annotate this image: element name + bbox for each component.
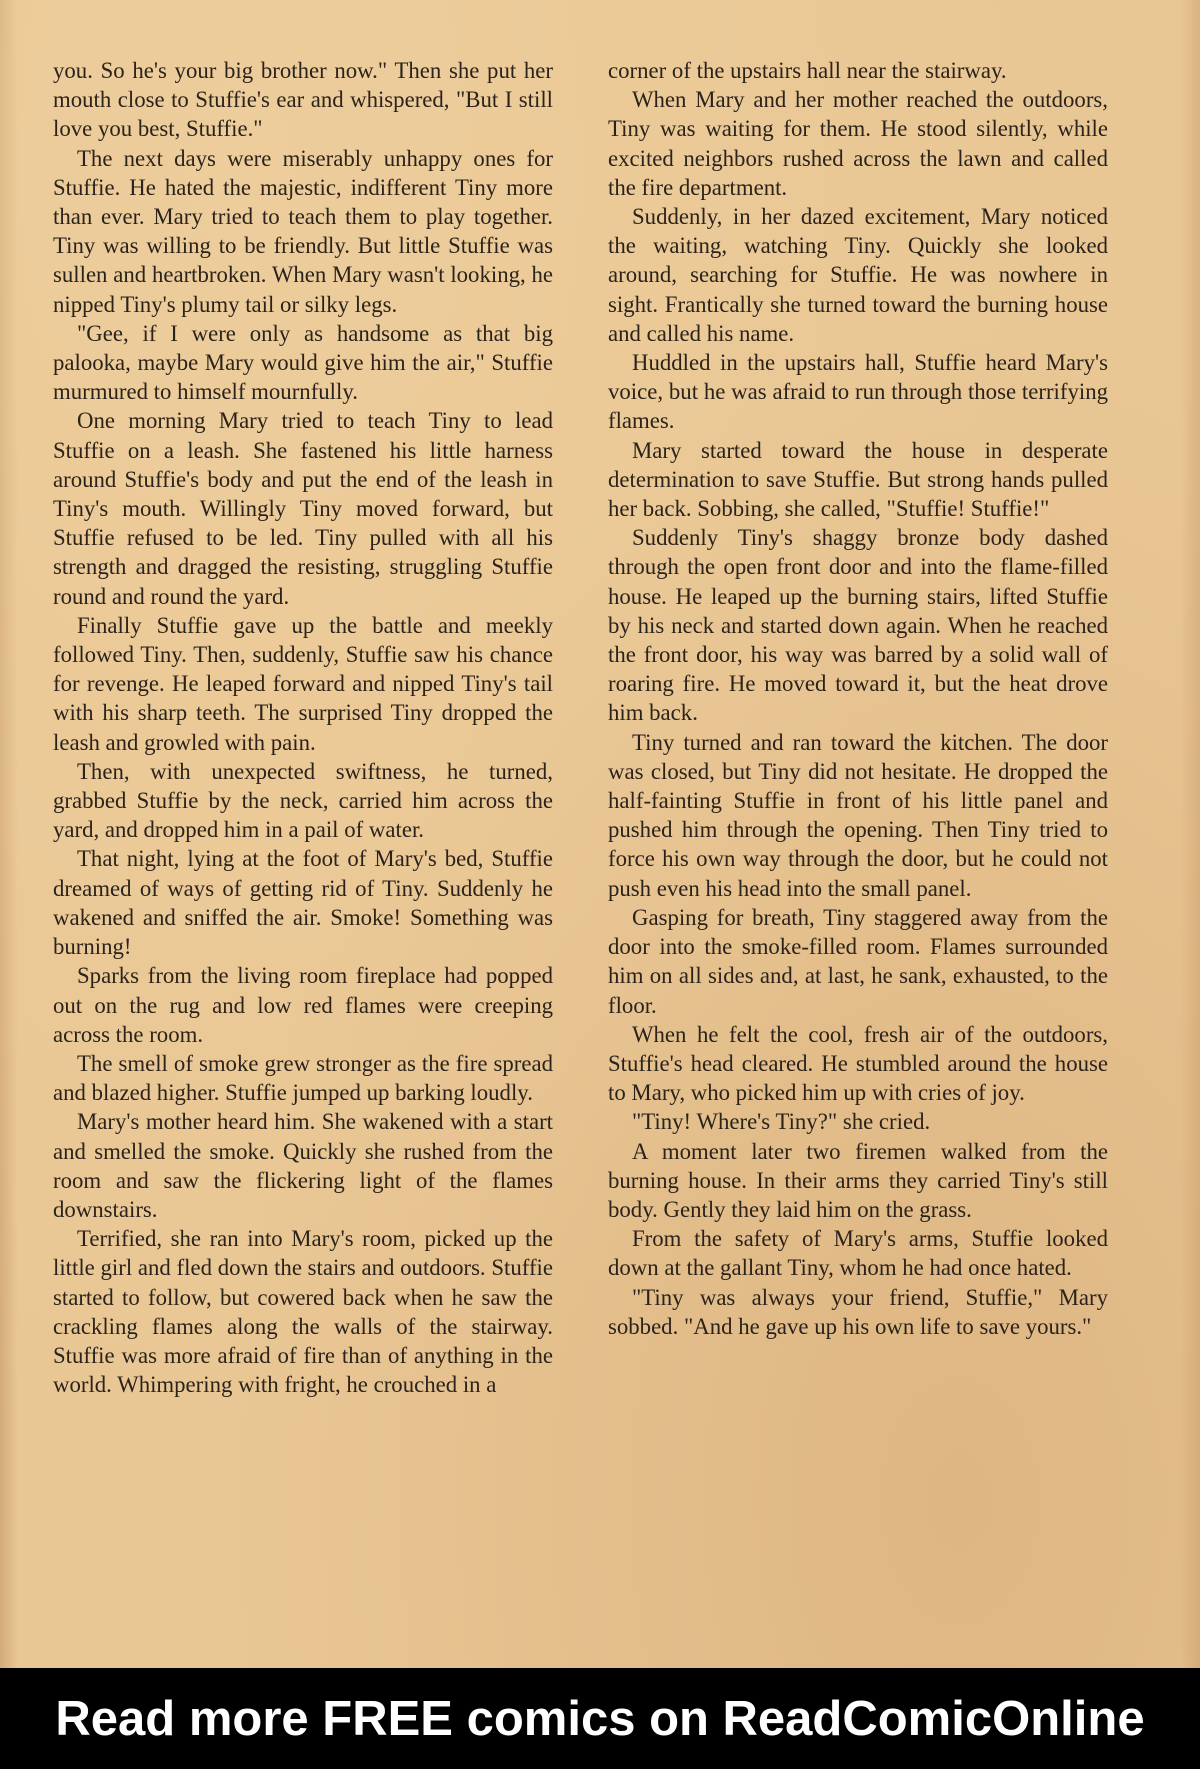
paragraph: Suddenly Tiny's shaggy bronze body dashed through the open front door and into the flame-filled house. He leaped up the burning stairs, lifted Stuffie by his neck and started down again. When he reached the front door, his way was barred by a solid wall of roaring fire. He moved toward it, but the heat drove him back. — [608, 525, 1108, 726]
paragraph: When Mary and her mother reached the outdoors, Tiny was waiting for them. He stood silently, while excited neighbors rushed across the lawn and called the fire department. — [608, 87, 1108, 200]
left-text-column — [53, 56, 553, 1399]
paragraph: "Gee, if I were only as handsome as that big palooka, maybe Mary would give him the air," Stuffie murmured to himself mournfully. — [53, 320, 553, 405]
paragraph: A moment later two firemen walked from the burning house. In their arms they carried Tiny's still body. Gently they laid him on the grass. — [608, 1138, 1108, 1222]
paragraph: you. So he's your big brother now." Then she put her mouth close to Stuffie's ear and whispered, "But I still love you best, Stuffie." — [53, 58, 553, 142]
paragraph: That night, lying at the foot of Mary's bed, Stuffie dreamed of ways of getting rid of Tiny. Suddenly he wakened and sniffed the air. Smoke! Something was burning! — [53, 846, 553, 960]
paragraph: Mary started toward the house in desperate determination to save Stuffie. But strong hands pulled her back. Sobbing, she called, "Stuffie! Stuffie!" — [608, 437, 1108, 522]
paragraph: Terrified, she ran into Mary's room, picked up the little girl and fled down the stairs and outdoors. Stuffie started to follow, but cowered back when he saw the crackling flames along the walls of the stairway. Stuffie was more afraid of fire than of anything in the world. Whimpering with fright, he crouched in a — [53, 1226, 553, 1398]
paragraph: corner of the upstairs hall near the stairway. — [608, 58, 1007, 83]
promo-banner[interactable] — [0, 1668, 1200, 1769]
paragraph: Huddled in the upstairs hall, Stuffie heard Mary's voice, but he was afraid to run through those terrifying flames. — [608, 350, 1108, 434]
paragraph: The next days were miserably unhappy ones for Stuffie. He hated the majestic, indifferent Tiny more than ever. Mary tried to teach them to play together. Tiny was willing to be friendly. But little Stuffie was sullen and heartbroken. When Mary wasn't looking, he nipped Tiny's plumy tail or silky legs. — [53, 145, 553, 317]
paragraph: "Tiny was always your friend, Stuffie," Mary sobbed. "And he gave up his own life to save yours." — [608, 1284, 1108, 1339]
paragraph: Tiny turned and ran toward the kitchen. The door was closed, but Tiny did not hesitate. He dropped the half-fainting Stuffie in front of his little panel and pushed him through the opening. Then Tiny tried to force his own way through the door, but he could not push even his head into the small panel. — [608, 729, 1108, 901]
paragraph: Suddenly, in her dazed excitement, Mary noticed the waiting, watching Tiny. Quickly she looked around, searching for Stuffie. He was nowhere in sight. Frantically she turned toward the burning house and called his name. — [608, 204, 1108, 346]
paragraph: One morning Mary tried to teach Tiny to lead Stuffie on a leash. She fastened his little harness around Stuffie's body and put the end of the leash in Tiny's mouth. Willingly Tiny moved forward, but Stuffie refused to be led. Tiny pulled with all his strength and dragged the resisting, struggling Stuffie round and round the yard. — [53, 408, 553, 609]
paragraph: Then, with unexpected swiftness, he turned, grabbed Stuffie by the neck, carried him across the yard, and dropped him in a pail of water. — [53, 758, 553, 843]
paragraph: "Tiny! Where's Tiny?" she cried. — [632, 1109, 931, 1135]
paragraph: Gasping for breath, Tiny staggered away from the door into the smoke-filled room. Flames surrounded him on all sides and, at last, he sank, exhausted, to the floor. — [608, 904, 1108, 1018]
paragraph: From the safety of Mary's arms, Stuffie looked down at the gallant Tiny, whom he had once hated. — [608, 1226, 1108, 1281]
paragraph: When he felt the cool, fresh air of the outdoors, Stuffie's head cleared. He stumbled around the house to Mary, who picked him up with cries of joy. — [608, 1021, 1108, 1106]
right-text-column — [608, 56, 1108, 1341]
promo-banner-text[interactable]: Read more FREE comics on ReadComicOnline — [55, 1691, 1145, 1746]
paragraph: Finally Stuffie gave up the battle and meekly followed Tiny. Then, suddenly, Stuffie saw his chance for revenge. He leaped forward and nipped Tiny's tail with his sharp teeth. The surprised Tiny dropped the leash and growled with pain. — [53, 612, 553, 755]
paragraph: The smell of smoke grew stronger as the fire spread and blazed higher. Stuffie jumped up barking loudly. — [53, 1050, 553, 1106]
paragraph: Mary's mother heard him. She wakened with a start and smelled the smoke. Quickly she rushed from the room and saw the flickering light of the flames downstairs. — [53, 1109, 553, 1222]
paragraph: Sparks from the living room fireplace had popped out on the rug and low red flames were creeping across the room. — [53, 963, 553, 1047]
